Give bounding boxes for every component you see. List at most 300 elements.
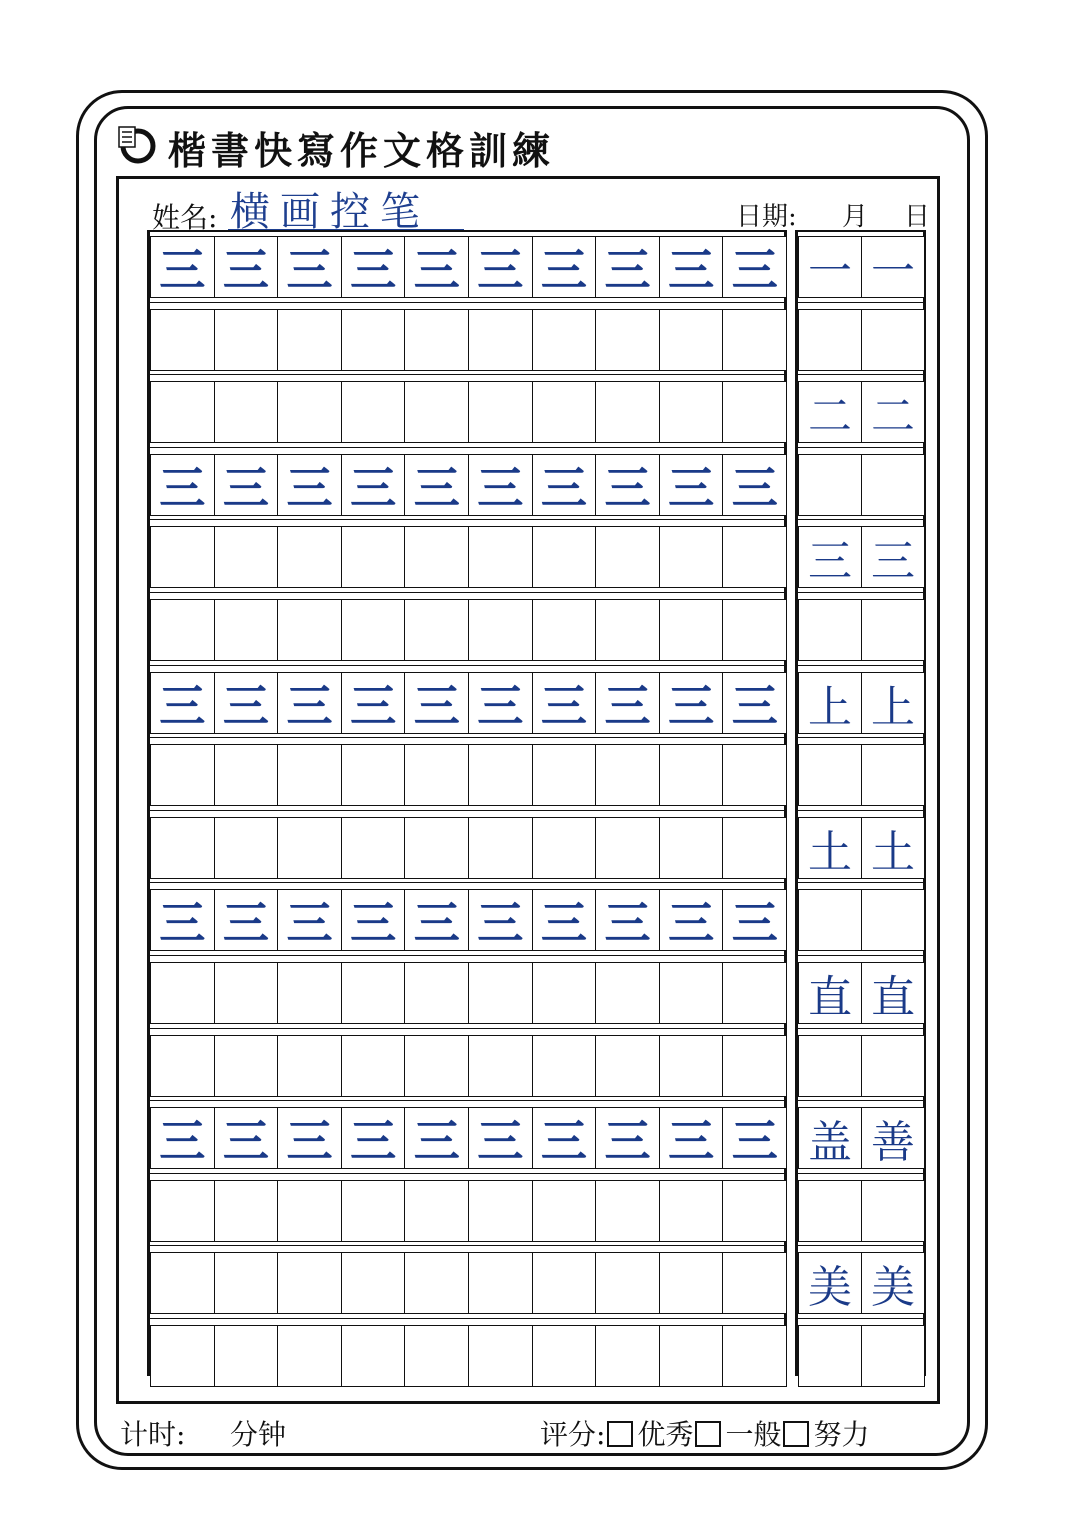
practice-cell[interactable] bbox=[404, 817, 469, 879]
practice-cell[interactable] bbox=[404, 236, 469, 298]
practice-glyph: 三 bbox=[604, 678, 651, 733]
example-cell[interactable] bbox=[798, 1107, 862, 1169]
practice-cell[interactable] bbox=[214, 1252, 279, 1314]
practice-cell[interactable] bbox=[214, 1107, 279, 1169]
practice-cell[interactable] bbox=[722, 526, 787, 588]
practice-cell[interactable] bbox=[277, 1252, 342, 1314]
row-separator bbox=[150, 1318, 784, 1319]
practice-cell[interactable] bbox=[341, 381, 406, 443]
practice-cell[interactable] bbox=[659, 236, 724, 298]
practice-cell[interactable] bbox=[404, 526, 469, 588]
row-separator bbox=[798, 1245, 923, 1246]
practice-cell[interactable] bbox=[595, 309, 660, 371]
practice-cell[interactable] bbox=[277, 889, 342, 951]
practice-glyph: 三 bbox=[477, 678, 524, 733]
practice-cell[interactable] bbox=[150, 526, 215, 588]
practice-cell[interactable] bbox=[468, 744, 533, 806]
practice-glyph: 三 bbox=[731, 1114, 778, 1169]
practice-cell[interactable] bbox=[341, 817, 406, 879]
practice-cell[interactable] bbox=[595, 454, 660, 516]
practice-cell[interactable] bbox=[532, 1035, 597, 1097]
practice-cell[interactable] bbox=[214, 1180, 279, 1242]
row-separator bbox=[150, 882, 784, 883]
practice-cell[interactable] bbox=[404, 381, 469, 443]
practice-glyph: 三 bbox=[286, 460, 333, 515]
practice-cell[interactable] bbox=[659, 1325, 724, 1387]
name-value[interactable]: 横画控笔 bbox=[230, 189, 430, 235]
practice-cell[interactable] bbox=[595, 1180, 660, 1242]
example-cell[interactable] bbox=[861, 672, 925, 734]
practice-cell[interactable] bbox=[468, 817, 533, 879]
example-cell[interactable] bbox=[798, 672, 862, 734]
option-average: 一般 bbox=[725, 1418, 782, 1451]
practice-glyph: 三 bbox=[413, 243, 460, 297]
practice-glyph: 三 bbox=[540, 896, 587, 951]
example-grid bbox=[795, 230, 926, 1376]
practice-cell[interactable] bbox=[659, 744, 724, 806]
practice-cell[interactable] bbox=[404, 672, 469, 734]
example-cell[interactable] bbox=[861, 744, 925, 806]
example-cell[interactable] bbox=[861, 236, 925, 298]
row-separator bbox=[798, 1173, 923, 1174]
practice-cell[interactable] bbox=[722, 1035, 787, 1097]
name-label: 姓名: bbox=[152, 201, 218, 234]
practice-cell[interactable] bbox=[341, 1252, 406, 1314]
date-month-label[interactable]: 月 bbox=[842, 202, 869, 232]
example-cell[interactable] bbox=[861, 889, 925, 951]
practice-cell[interactable] bbox=[722, 1252, 787, 1314]
practice-cell[interactable] bbox=[595, 672, 660, 734]
practice-cell[interactable] bbox=[214, 309, 279, 371]
practice-cell[interactable] bbox=[150, 236, 215, 298]
practice-cell[interactable] bbox=[214, 1035, 279, 1097]
practice-glyph: 三 bbox=[604, 1114, 651, 1169]
practice-cell[interactable] bbox=[595, 962, 660, 1024]
practice-cell[interactable] bbox=[595, 526, 660, 588]
practice-glyph: 三 bbox=[477, 896, 524, 951]
row-separator bbox=[798, 447, 923, 448]
example-glyph: 直 bbox=[808, 972, 852, 1023]
practice-cell[interactable] bbox=[277, 526, 342, 588]
example-cell[interactable] bbox=[798, 381, 862, 443]
practice-cell[interactable] bbox=[659, 1180, 724, 1242]
practice-glyph: 三 bbox=[350, 678, 397, 733]
practice-cell[interactable] bbox=[468, 889, 533, 951]
example-cell[interactable] bbox=[861, 817, 925, 879]
example-glyph: 二 bbox=[871, 391, 915, 443]
practice-cell[interactable] bbox=[722, 309, 787, 371]
practice-cell[interactable] bbox=[468, 309, 533, 371]
practice-cell[interactable] bbox=[532, 817, 597, 879]
practice-cell[interactable] bbox=[595, 381, 660, 443]
practice-cell[interactable] bbox=[150, 454, 215, 516]
practice-cell[interactable] bbox=[341, 744, 406, 806]
practice-cell[interactable] bbox=[532, 962, 597, 1024]
practice-cell[interactable] bbox=[532, 599, 597, 661]
practice-cell[interactable] bbox=[214, 817, 279, 879]
practice-glyph: 三 bbox=[668, 678, 715, 733]
practice-cell[interactable] bbox=[214, 1325, 279, 1387]
practice-cell[interactable] bbox=[341, 1035, 406, 1097]
example-cell[interactable] bbox=[798, 889, 862, 951]
example-glyph: 土 bbox=[808, 826, 852, 878]
row-separator bbox=[798, 592, 923, 593]
practice-glyph: 三 bbox=[159, 460, 206, 515]
row-separator bbox=[150, 1028, 784, 1029]
practice-cell[interactable] bbox=[659, 1252, 724, 1314]
example-glyph: 三 bbox=[871, 536, 915, 588]
example-glyph: 土 bbox=[871, 826, 915, 878]
practice-cell[interactable] bbox=[532, 454, 597, 516]
practice-cell[interactable] bbox=[150, 744, 215, 806]
practice-cell[interactable] bbox=[341, 526, 406, 588]
practice-cell[interactable] bbox=[214, 672, 279, 734]
row-separator bbox=[798, 1318, 923, 1319]
practice-cell[interactable] bbox=[659, 889, 724, 951]
practice-glyph: 三 bbox=[159, 896, 206, 951]
practice-cell[interactable] bbox=[277, 599, 342, 661]
practice-cell[interactable] bbox=[150, 889, 215, 951]
practice-cell[interactable] bbox=[468, 526, 533, 588]
practice-glyph: 三 bbox=[731, 460, 778, 515]
row-separator bbox=[150, 302, 784, 303]
practice-cell[interactable] bbox=[659, 381, 724, 443]
option-excellent: 优秀 bbox=[637, 1418, 694, 1451]
practice-cell[interactable] bbox=[532, 1180, 597, 1242]
practice-glyph: 三 bbox=[222, 678, 269, 733]
practice-cell[interactable] bbox=[341, 1325, 406, 1387]
row-separator bbox=[798, 955, 923, 956]
example-cell[interactable] bbox=[798, 1325, 862, 1387]
practice-glyph: 三 bbox=[540, 460, 587, 515]
practice-cell[interactable] bbox=[722, 889, 787, 951]
row-separator bbox=[150, 737, 784, 738]
practice-cell[interactable] bbox=[532, 381, 597, 443]
practice-cell[interactable] bbox=[722, 454, 787, 516]
practice-glyph: 三 bbox=[159, 243, 206, 297]
example-glyph: 美 bbox=[871, 1262, 915, 1314]
practice-cell[interactable] bbox=[722, 1107, 787, 1169]
practice-cell[interactable] bbox=[150, 599, 215, 661]
practice-cell[interactable] bbox=[341, 1107, 406, 1169]
practice-cell[interactable] bbox=[532, 236, 597, 298]
example-cell[interactable] bbox=[861, 1035, 925, 1097]
row-separator bbox=[150, 1100, 784, 1101]
practice-glyph: 三 bbox=[286, 678, 333, 733]
practice-cell[interactable] bbox=[532, 672, 597, 734]
practice-cell[interactable] bbox=[404, 962, 469, 1024]
practice-cell[interactable] bbox=[150, 1252, 215, 1314]
row-separator bbox=[150, 519, 784, 520]
example-glyph: 二 bbox=[808, 391, 852, 443]
example-glyph: 善 bbox=[871, 1117, 915, 1169]
practice-cell[interactable] bbox=[722, 1325, 787, 1387]
practice-cell[interactable] bbox=[404, 1180, 469, 1242]
practice-cell[interactable] bbox=[595, 236, 660, 298]
practice-glyph: 三 bbox=[350, 1114, 397, 1169]
practice-cell[interactable] bbox=[532, 1252, 597, 1314]
practice-glyph: 三 bbox=[540, 678, 587, 733]
practice-glyph: 三 bbox=[222, 460, 269, 515]
practice-glyph: 三 bbox=[668, 896, 715, 951]
practice-cell[interactable] bbox=[659, 309, 724, 371]
practice-cell[interactable] bbox=[404, 309, 469, 371]
checkbox-effort[interactable] bbox=[783, 1421, 809, 1447]
practice-cell[interactable] bbox=[722, 672, 787, 734]
example-cell[interactable] bbox=[861, 1252, 925, 1314]
example-glyph: 直 bbox=[871, 972, 915, 1023]
option-effort: 努力 bbox=[813, 1418, 870, 1451]
row-separator bbox=[798, 519, 923, 520]
example-cell[interactable] bbox=[798, 454, 862, 516]
practice-cell[interactable] bbox=[595, 1325, 660, 1387]
practice-cell[interactable] bbox=[341, 236, 406, 298]
practice-cell[interactable] bbox=[722, 744, 787, 806]
practice-cell[interactable] bbox=[277, 817, 342, 879]
example-glyph: 美 bbox=[808, 1262, 852, 1314]
score-section bbox=[540, 1413, 869, 1453]
practice-glyph: 三 bbox=[350, 243, 397, 297]
practice-cell[interactable] bbox=[150, 381, 215, 443]
practice-cell[interactable] bbox=[214, 889, 279, 951]
practice-cell[interactable] bbox=[214, 236, 279, 298]
example-cell[interactable] bbox=[861, 599, 925, 661]
practice-cell[interactable] bbox=[214, 962, 279, 1024]
practice-cell[interactable] bbox=[277, 1035, 342, 1097]
practice-cell[interactable] bbox=[659, 599, 724, 661]
row-separator bbox=[798, 1100, 923, 1101]
example-cell[interactable] bbox=[798, 817, 862, 879]
example-glyph: 上 bbox=[871, 681, 915, 733]
row-separator bbox=[150, 592, 784, 593]
score-label: 评分: bbox=[540, 1418, 606, 1451]
practice-cell[interactable] bbox=[277, 1107, 342, 1169]
row-separator bbox=[150, 1245, 784, 1246]
practice-cell[interactable] bbox=[722, 381, 787, 443]
practice-cell[interactable] bbox=[404, 454, 469, 516]
practice-cell[interactable] bbox=[277, 309, 342, 371]
row-separator bbox=[798, 882, 923, 883]
row-separator bbox=[798, 665, 923, 666]
practice-cell[interactable] bbox=[532, 1325, 597, 1387]
example-cell[interactable] bbox=[798, 526, 862, 588]
example-cell[interactable] bbox=[798, 744, 862, 806]
practice-cell[interactable] bbox=[404, 1107, 469, 1169]
practice-cell[interactable] bbox=[468, 962, 533, 1024]
example-cell[interactable] bbox=[861, 454, 925, 516]
row-separator bbox=[150, 374, 784, 375]
practice-cell[interactable] bbox=[532, 309, 597, 371]
practice-cell[interactable] bbox=[468, 236, 533, 298]
row-separator bbox=[150, 955, 784, 956]
practice-cell[interactable] bbox=[341, 599, 406, 661]
practice-cell[interactable] bbox=[595, 1252, 660, 1314]
practice-cell[interactable] bbox=[659, 1035, 724, 1097]
practice-glyph: 三 bbox=[286, 896, 333, 951]
practice-cell[interactable] bbox=[532, 526, 597, 588]
row-separator bbox=[798, 374, 923, 375]
practice-glyph: 三 bbox=[540, 243, 587, 297]
practice-cell[interactable] bbox=[595, 1107, 660, 1169]
practice-cell[interactable] bbox=[595, 889, 660, 951]
practice-glyph: 三 bbox=[222, 896, 269, 951]
example-cell[interactable] bbox=[798, 1180, 862, 1242]
practice-cell[interactable] bbox=[214, 381, 279, 443]
row-separator bbox=[150, 665, 784, 666]
practice-cell[interactable] bbox=[659, 672, 724, 734]
practice-glyph: 三 bbox=[286, 243, 333, 297]
practice-cell[interactable] bbox=[532, 889, 597, 951]
example-cell[interactable] bbox=[798, 962, 862, 1024]
row-separator bbox=[798, 1028, 923, 1029]
example-cell[interactable] bbox=[798, 236, 862, 298]
practice-cell[interactable] bbox=[341, 1180, 406, 1242]
practice-cell[interactable] bbox=[214, 526, 279, 588]
practice-cell[interactable] bbox=[277, 381, 342, 443]
practice-glyph: 三 bbox=[604, 460, 651, 515]
practice-cell[interactable] bbox=[214, 599, 279, 661]
practice-glyph: 三 bbox=[159, 678, 206, 733]
practice-cell[interactable] bbox=[341, 962, 406, 1024]
practice-cell[interactable] bbox=[341, 889, 406, 951]
example-glyph: 一 bbox=[871, 246, 915, 297]
example-cell[interactable] bbox=[798, 1035, 862, 1097]
practice-cell[interactable] bbox=[468, 1180, 533, 1242]
practice-cell[interactable] bbox=[722, 236, 787, 298]
practice-cell[interactable] bbox=[277, 744, 342, 806]
practice-cell[interactable] bbox=[722, 1180, 787, 1242]
practice-cell[interactable] bbox=[468, 454, 533, 516]
example-cell[interactable] bbox=[798, 599, 862, 661]
practice-cell[interactable] bbox=[532, 744, 597, 806]
checkbox-excellent[interactable] bbox=[607, 1421, 633, 1447]
row-separator bbox=[798, 302, 923, 303]
practice-glyph: 三 bbox=[413, 678, 460, 733]
practice-cell[interactable] bbox=[341, 309, 406, 371]
practice-cell[interactable] bbox=[722, 599, 787, 661]
practice-cell[interactable] bbox=[595, 744, 660, 806]
practice-glyph: 三 bbox=[731, 896, 778, 951]
practice-cell[interactable] bbox=[150, 309, 215, 371]
example-glyph: 盖 bbox=[808, 1117, 852, 1169]
practice-cell[interactable] bbox=[277, 236, 342, 298]
example-cell[interactable] bbox=[798, 309, 862, 371]
example-cell[interactable] bbox=[861, 1325, 925, 1387]
practice-cell[interactable] bbox=[722, 962, 787, 1024]
practice-cell[interactable] bbox=[468, 1107, 533, 1169]
practice-cell[interactable] bbox=[595, 1035, 660, 1097]
practice-cell[interactable] bbox=[468, 672, 533, 734]
row-separator bbox=[150, 810, 784, 811]
row-separator bbox=[150, 1173, 784, 1174]
practice-glyph: 三 bbox=[350, 896, 397, 951]
practice-cell[interactable] bbox=[468, 1035, 533, 1097]
practice-cell[interactable] bbox=[150, 1325, 215, 1387]
date-day-label[interactable]: 日 bbox=[904, 202, 931, 232]
practice-cell[interactable] bbox=[404, 1035, 469, 1097]
practice-cell[interactable] bbox=[468, 1325, 533, 1387]
practice-glyph: 三 bbox=[477, 460, 524, 515]
practice-cell[interactable] bbox=[150, 1107, 215, 1169]
practice-cell[interactable] bbox=[659, 962, 724, 1024]
practice-cell[interactable] bbox=[277, 1325, 342, 1387]
row-separator bbox=[150, 447, 784, 448]
date-label: 日期: bbox=[736, 202, 797, 232]
practice-glyph: 三 bbox=[286, 1114, 333, 1169]
practice-glyph: 三 bbox=[413, 460, 460, 515]
practice-cell[interactable] bbox=[214, 454, 279, 516]
practice-cell[interactable] bbox=[468, 1252, 533, 1314]
practice-glyph: 三 bbox=[604, 243, 651, 297]
practice-cell[interactable] bbox=[277, 672, 342, 734]
practice-cell[interactable] bbox=[214, 744, 279, 806]
practice-cell[interactable] bbox=[404, 599, 469, 661]
practice-cell[interactable] bbox=[277, 1180, 342, 1242]
practice-glyph: 三 bbox=[604, 896, 651, 951]
practice-cell[interactable] bbox=[150, 1180, 215, 1242]
practice-cell[interactable] bbox=[404, 1325, 469, 1387]
practice-cell[interactable] bbox=[277, 454, 342, 516]
logo-icon bbox=[116, 124, 156, 164]
practice-cell[interactable] bbox=[659, 1107, 724, 1169]
row-separator bbox=[798, 737, 923, 738]
example-cell[interactable] bbox=[861, 1107, 925, 1169]
example-glyph: 上 bbox=[808, 681, 852, 733]
minutes-label: 分钟 bbox=[230, 1418, 287, 1451]
example-cell[interactable] bbox=[861, 381, 925, 443]
practice-cell[interactable] bbox=[468, 599, 533, 661]
practice-grid bbox=[147, 230, 787, 1376]
practice-glyph: 三 bbox=[159, 1114, 206, 1169]
example-cell[interactable] bbox=[861, 526, 925, 588]
practice-cell[interactable] bbox=[341, 454, 406, 516]
practice-cell[interactable] bbox=[150, 672, 215, 734]
example-cell[interactable] bbox=[861, 309, 925, 371]
practice-cell[interactable] bbox=[404, 889, 469, 951]
practice-cell[interactable] bbox=[468, 381, 533, 443]
practice-cell[interactable] bbox=[150, 962, 215, 1024]
example-cell[interactable] bbox=[861, 1180, 925, 1242]
checkbox-average[interactable] bbox=[695, 1421, 721, 1447]
example-glyph: 三 bbox=[808, 536, 852, 588]
example-cell[interactable] bbox=[861, 962, 925, 1024]
practice-cell[interactable] bbox=[659, 817, 724, 879]
example-cell[interactable] bbox=[798, 1252, 862, 1314]
practice-cell[interactable] bbox=[532, 1107, 597, 1169]
practice-glyph: 三 bbox=[668, 460, 715, 515]
practice-cell[interactable] bbox=[150, 1035, 215, 1097]
practice-glyph: 三 bbox=[413, 1114, 460, 1169]
practice-cell[interactable] bbox=[341, 672, 406, 734]
practice-cell[interactable] bbox=[150, 817, 215, 879]
practice-glyph: 三 bbox=[350, 460, 397, 515]
practice-glyph: 三 bbox=[477, 243, 524, 297]
practice-cell[interactable] bbox=[659, 454, 724, 516]
practice-cell[interactable] bbox=[277, 962, 342, 1024]
practice-cell[interactable] bbox=[659, 526, 724, 588]
practice-cell[interactable] bbox=[404, 1252, 469, 1314]
practice-glyph: 三 bbox=[668, 243, 715, 297]
practice-cell[interactable] bbox=[595, 599, 660, 661]
timer-label: 计时: bbox=[120, 1418, 186, 1451]
practice-cell[interactable] bbox=[404, 744, 469, 806]
practice-glyph: 三 bbox=[731, 243, 778, 297]
practice-glyph: 三 bbox=[413, 896, 460, 951]
practice-cell[interactable] bbox=[595, 817, 660, 879]
practice-glyph: 三 bbox=[731, 678, 778, 733]
practice-cell[interactable] bbox=[722, 817, 787, 879]
practice-glyph: 三 bbox=[222, 243, 269, 297]
